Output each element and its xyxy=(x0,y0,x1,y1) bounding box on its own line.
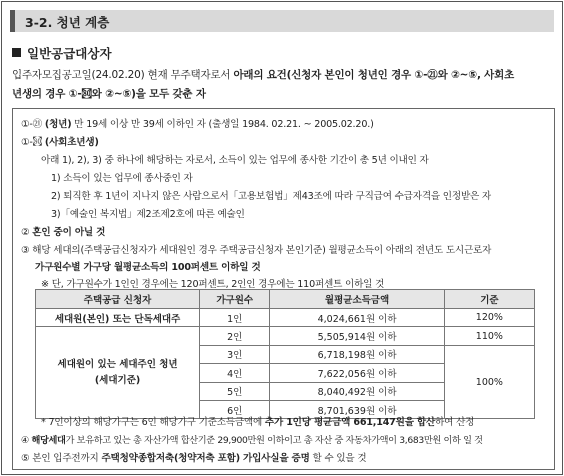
subheading xyxy=(12,44,112,62)
income-cell: 8,701,639원 이하 xyxy=(270,400,444,418)
income-cell: 6,718,198원 이하 xyxy=(270,345,444,363)
req-newbie-sub3: 3)「예술인 복지법」제2조제2호에 따른 예술인 xyxy=(51,209,245,220)
section-title: 3-2. 청년 계층 xyxy=(25,15,110,30)
req-bold: (사회초년생) xyxy=(44,137,99,148)
req-newbie-sub2: 2) 퇴직한 후 1년이 지나지 않은 사람으로서「고용보험법」제43조에 따라 구직급여 수급자격을 인정받은 자 xyxy=(51,191,491,202)
income-cell: 8,040,492원 이하 xyxy=(270,382,444,400)
section-header-bar xyxy=(10,10,554,32)
req-unmarried xyxy=(21,224,105,238)
table-row xyxy=(36,309,535,327)
table-header: 가구원수 xyxy=(200,290,270,309)
document-page xyxy=(1,1,563,475)
req-text: 본인 입주전까지 xyxy=(32,453,102,464)
subheading-text: 일반공급대상자 xyxy=(27,46,112,61)
applicant-type-household xyxy=(36,327,200,419)
req-bold: (청년) xyxy=(44,119,72,130)
intro-text: 입주자모집공고일(24.02.20) 현재 무주택자로서 xyxy=(12,69,234,81)
members-cell: 3인 xyxy=(200,345,270,363)
req-bold: 해당세대 xyxy=(31,435,66,446)
req-bold: 주택청약종합저축(청약저축 포함) 가입사실을 증명 xyxy=(101,453,310,464)
members-cell: 4인 xyxy=(200,364,270,382)
intro-bold-text: 아래의 요건(신청자 본인이 청년인 경우 ①-㉑와 ②~⑤, 사회초 xyxy=(233,69,515,81)
footnote-text: * 7인이상의 해당가구는 6인 해당가구 기준소득금액에 xyxy=(41,417,265,428)
req-income xyxy=(21,242,491,256)
req-num: ⑤ xyxy=(21,453,30,464)
req-newbie xyxy=(21,134,99,148)
table-row xyxy=(36,327,535,345)
req-bold: 가구원수별 가구당 월평균소득의 100퍼센트 이하일 것 xyxy=(35,262,261,273)
members-cell: 6인 xyxy=(200,400,270,418)
req-income-line2 xyxy=(35,259,261,273)
income-cell: 4,024,661원 이하 xyxy=(270,309,444,327)
intro-paragraph xyxy=(12,66,557,104)
applicant-type-line1: 세대원이 있는 세대주인 청년 xyxy=(57,358,178,370)
table-header: 기준 xyxy=(444,290,534,309)
req-num: ② xyxy=(21,227,30,238)
table-header-row xyxy=(36,290,535,309)
members-cell: 2인 xyxy=(200,327,270,345)
req-num: ①-㉏ xyxy=(21,137,43,148)
req-num: ①-㉑ xyxy=(21,119,43,130)
criterion-cell-merged: 100% xyxy=(444,345,534,419)
req-income-footnote xyxy=(41,414,474,428)
req-num: ③ xyxy=(21,245,30,256)
req-bold: 혼인 중이 아닐 것 xyxy=(32,227,106,238)
req-youth xyxy=(21,116,374,130)
income-table xyxy=(35,289,535,419)
req-text: 가 보유하고 있는 총 자산가액 합산기준 29,900만원 이하이고 총 자산 중 자동차가액이 3,683만원 이하 일 것 xyxy=(65,435,483,446)
req-income-note: ※ 단, 가구원수가 1인인 경우에는 120퍼센트, 2인인 경우에는 110퍼센트 이하일 것 xyxy=(41,279,385,290)
req-num: ④ xyxy=(21,435,29,446)
table-header: 월평균소득금액 xyxy=(270,290,444,309)
applicant-type-line2: (세대기준) xyxy=(94,374,141,386)
footnote-bold: 추가 1인당 평균금액 661,147원을 합산 xyxy=(264,417,436,428)
req-assets xyxy=(21,432,483,446)
table-header: 주택공급 신청자 xyxy=(36,290,200,309)
requirements-box xyxy=(12,108,555,470)
applicant-type: 세대원(본인) 또는 단독세대주 xyxy=(36,309,200,327)
req-newbie-desc: 아래 1), 2), 3) 중 하나에 해당하는 자로서, 소득이 있는 업무에 종사한 기간이 총 5년 이내인 자 xyxy=(41,155,429,166)
members-cell: 5인 xyxy=(200,382,270,400)
criterion-cell: 120% xyxy=(444,309,534,327)
req-text: 만 19세 이상 만 39세 이하인 자 (출생일 1984. 02.21. ~ 2005.02.20.) xyxy=(71,119,374,130)
square-bullet-icon xyxy=(12,48,21,57)
req-text-end: 할 수 있을 것 xyxy=(312,453,367,464)
req-newbie-sub1: 1) 소득이 있는 업무에 종사중인 자 xyxy=(51,173,193,184)
footnote-text-end: 하여 산정 xyxy=(435,417,475,428)
income-cell: 7,622,056원 이하 xyxy=(270,364,444,382)
intro-bold-text-2: 년생의 경우 ①-㉏와 ②~⑤)을 모두 갖춘 자 xyxy=(12,88,206,100)
income-cell: 5,505,914원 이하 xyxy=(270,327,444,345)
req-savings xyxy=(21,450,366,464)
criterion-cell: 110% xyxy=(444,327,534,345)
req-text: 해당 세대의(주택공급신청자가 세대원인 경우 주택공급신청자 본인기준) 월평균소득이 아래의 전년도 도시근로자 xyxy=(32,245,492,256)
members-cell: 1인 xyxy=(200,309,270,327)
